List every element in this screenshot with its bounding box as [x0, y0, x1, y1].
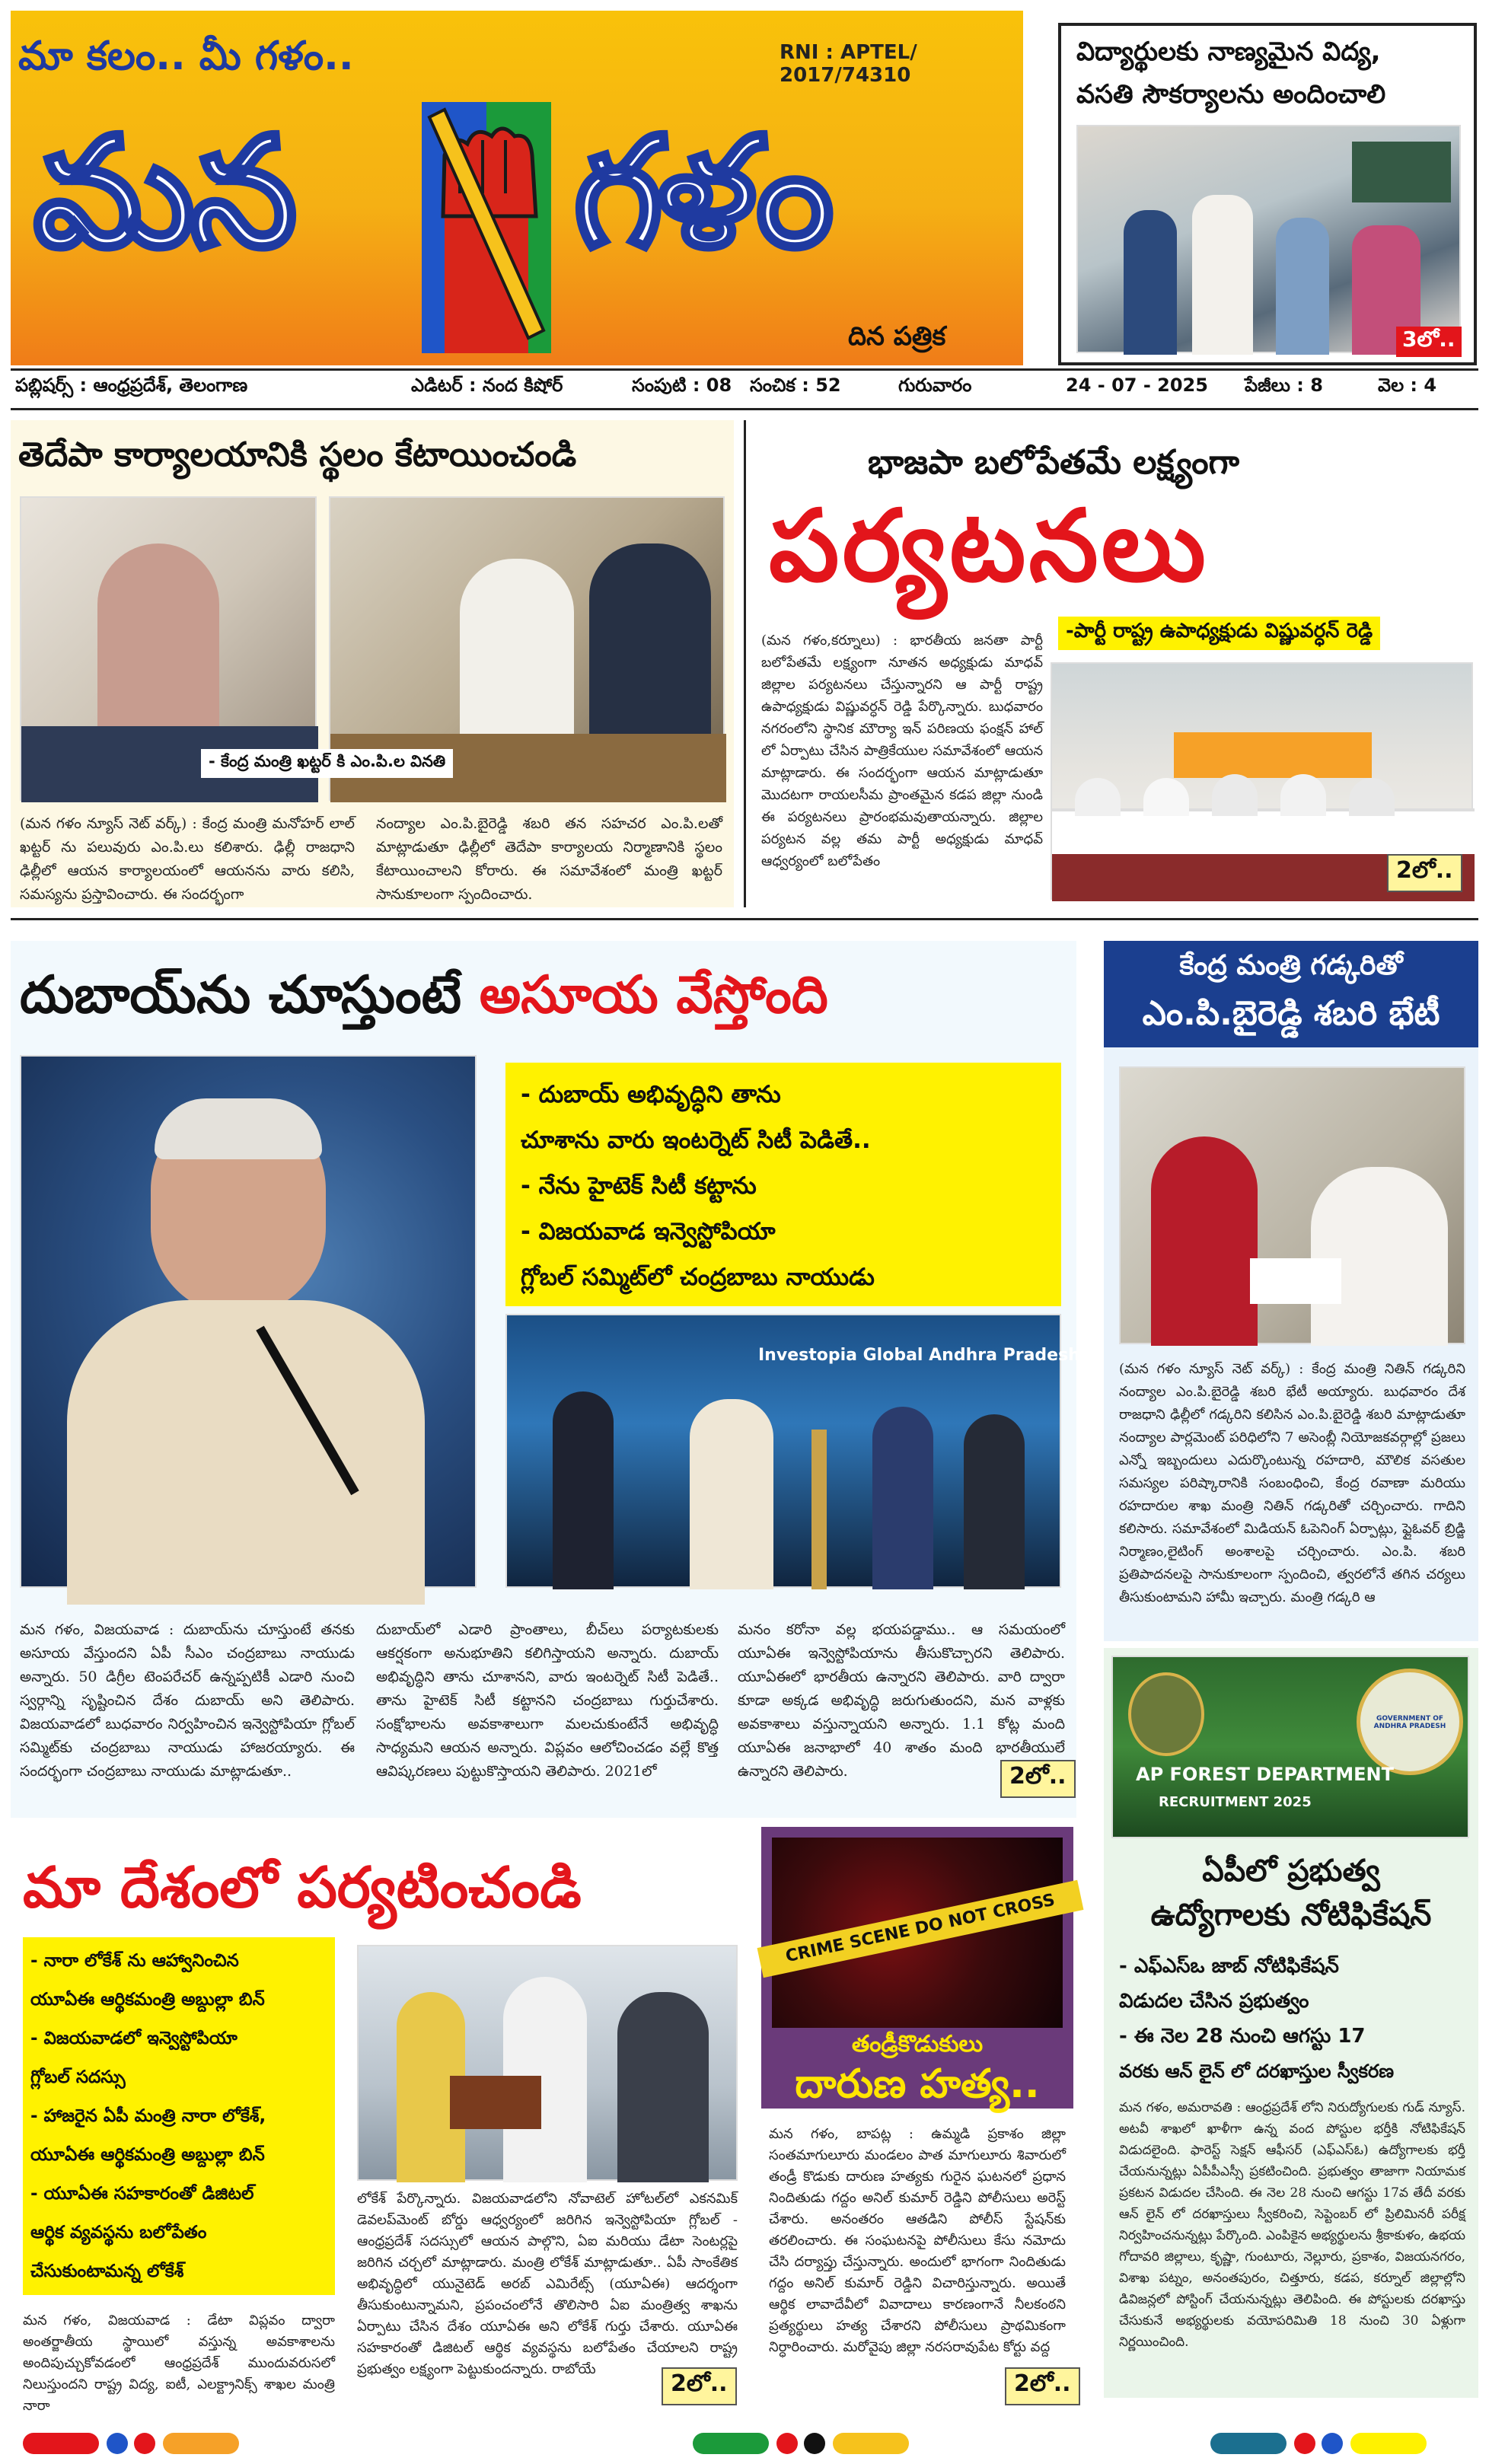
lokesh-bullet: ఆర్థిక వ్యవస్థను బలోపేతం — [30, 2223, 207, 2242]
figure — [1280, 774, 1326, 816]
figure — [1151, 1136, 1258, 1346]
story-lokesh — [11, 1823, 757, 2414]
figure — [964, 1414, 1025, 1589]
seal-text: GOVERNMENT OF ANDHRA PRADESH — [1373, 1715, 1446, 1730]
figure — [1212, 774, 1258, 816]
figure — [1311, 1167, 1448, 1346]
footer-pill — [1350, 2433, 1427, 2454]
column-rule — [744, 420, 746, 907]
forest-bullet: - ఈ నెల 28 నుంచి ఆగస్టు 17 — [1119, 2025, 1366, 2048]
editor: ఎడిటర్ : నంద కిషోర్ — [411, 375, 563, 396]
lokesh-bullet: యూఏఈ ఆర్థికమంత్రి అబ్దుల్లా బిన్ — [30, 2145, 265, 2165]
top-story-headline-line2: వసతి సౌకర్యాలను అందించాలి — [1076, 79, 1386, 110]
forest-officer-emblem — [1128, 1672, 1204, 1756]
lokesh-body-col2: లోకేశ్ పేర్కొన్నారు. విజయవాడలోని నోవాటెల్ హోటల్‌లో ఎకనమిక్ డెవలప్‌మెంట్ బోర్డు ఆధ్వర్యంలో జరిగిన ఇన్వెస్టోపియా గ్లోబల్ - ఆంధ్రప్రదేశ్ సదస్సులో ఆయన పాల్గొని, ఏఐ మరియు డేటా సెంటర్లపై జరిగిన చర్చలో మాట్లాడారు. మంత్రి లోకేశ్ మాట్లాడుతూ.. ఏపీ సాంకేతిక అభివృద్ధిలో యునైటెడ్ అరబ్ ఎమిరేట్స్ (యూఏఈ) ఆదర్శంగా తీసుకుంటున్నామని, ప్రపంచంలోనే తొలిసారి ఏఐ మంత్రిత్వ శాఖను ఏర్పాటు చేసిన దేశం యూఏఈ అని లోకేశ్ గుర్తు చేశారు. యూఏఈ సహకారంతో డిజిటల్ ఆర్థిక వ్యవస్థను బలోపేతం చేయాలని రాష్ట్ర ప్రభుత్వం లక్ష్యంగా పెట్టుకుందన్నారు. రాబోయే — [357, 2191, 738, 2377]
footer-dot — [1294, 2433, 1315, 2454]
bjp-subhead: -పార్టీ రాష్ట్ర ఉపాధ్యక్షుడు విష్ణువర్ధన్ రెడ్డి — [1058, 617, 1380, 650]
forest-bullet: - ఎఫ్ఎస్ఒ జాబ్ నోటిఫికేషన్ — [1119, 1955, 1339, 1978]
forest-headline-line2: ఉద్యోగాలకు నోటిఫికేషన్ — [1150, 1898, 1432, 1933]
dubai-bullet: - దుబాయ్ అభివృద్ధిని తాను — [521, 1081, 781, 1108]
dubai-bullet: చూశాను వారు ఇంటర్నెట్ సిటీ పెడితే.. — [521, 1127, 871, 1154]
figure — [872, 1407, 933, 1589]
date: 24 - 07 - 2025 — [1066, 375, 1208, 396]
office-photo-right — [209, 496, 725, 801]
murder-kicker: తండ్రీకొడుకులు — [851, 2031, 984, 2058]
chalkboard — [1352, 142, 1451, 202]
footer-pill — [23, 2433, 99, 2454]
story-dubai — [11, 941, 1080, 1818]
info-bar-top-rule — [11, 368, 1478, 371]
shirt — [67, 1300, 425, 1605]
gadkari-body: (మన గళం న్యూస్ నెట్ వర్క్) : కేంద్ర మంత్రి నితిన్ గడ్కరిని నంద్యాల ఎం.పి.బైరెడ్డి శబరి భేటీ అయ్యారు. బుధవారం దేశ రాజధాని ఢిల్లీలో గడ్కరిని కలిసిన ఎం.పి.బైరెడ్డి శబరి మాట్లాడుతూ నంద్యాల పార్లమెంట్ పరిధిలోని 7 అసెంబ్లీ నియోజకవర్గాల్లో ప్రజలు ఎన్నో ఇబ్బందులు ఎదుర్కొంటున్న రహదారి, మౌలిక వసతుల సమస్యల పరిష్కారానికి సంబంధించి, కేంద్ర రవాణా మరియు రహదారుల శాఖ మంత్రి నితిన్ గడ్కరితో చర్చించారు. గాదిని కలిసారు. సమావేశంలో మిడియన్ ఓపెనింగ్ ఏర్పాట్లు, ఫ్లైఓవర్ బ్రిడ్జి నిర్మాణం,లైటింగ్ అంశాలపై చర్చించారు. ఎం.పి. శబరి ప్రతిపాదనలపై సానుకూలంగా స్పందించి, త్వరలోనే తగిన చర్యలు తీసుకుంటామని హామీ ఇచ్చారు. మంత్రి గడ్కరి ఆ — [1119, 1361, 1465, 1605]
fist-pen-logo — [422, 102, 551, 353]
masthead-tagline: మా కలం.. మీ గళం.. — [18, 33, 354, 79]
dubai-bullet: గ్లోబల్ సమ్మిట్‌లో చంద్రబాబు నాయుడు — [521, 1264, 875, 1291]
dubai-body-col2: దుబాయ్‌లో ఎడారి ప్రాంతాలు, బీచ్‌లు పర్యాటకులకు ఆకర్షకంగా అనుభూతిని కలిగిస్తాయని అన్నారు. దుబాయ్ అభివృద్ధిని తాను చూశానని, వారు ఇంటర్నెట్ సిటీ పెడితే.. తాను హైటెక్ సిటీ కట్టానని చంద్రబాబు గుర్తుచేశారు. సంక్షోభాలను అవకాశాలుగా మలచుకుంటేనే అభివృద్ధి సాధ్యమని ఆయన అన్నారు. విప్లవం ఆలోచించడం వల్లే కొత్త ఆవిష్కరణలు పుట్టుకొస్తాయని తెలిపారు. 2021లో — [376, 1621, 719, 1780]
figure — [553, 1391, 614, 1589]
footer-dot — [107, 2433, 128, 2454]
story-murder — [761, 1827, 1073, 2398]
ap-govt-seal — [1357, 1669, 1463, 1775]
page-ref-badge: 2లో.. — [662, 2367, 737, 2405]
page-ref-badge: 2లో.. — [1000, 1760, 1076, 1798]
murder-headline: దారుణ హత్య.. — [795, 2061, 1040, 2107]
info-bar — [15, 375, 1477, 405]
dubai-bullet-box — [505, 1063, 1061, 1306]
office-photo-caption: - కేంద్ర మంత్రి ఖట్టర్ కి ఎం.పి.ల వినతి — [201, 749, 453, 778]
forest-bullet: విడుదల చేసిన ప్రభుత్వం — [1119, 1990, 1309, 2013]
plaque — [450, 2076, 541, 2129]
footer-pill — [833, 2433, 909, 2454]
forest-headline-line1: ఏపీలో ప్రభుత్వ — [1202, 1854, 1380, 1889]
forest-bullet: వరకు ఆన్ లైన్ లో దరఖాస్తుల స్వీకరణ — [1119, 2061, 1395, 2082]
page-ref-badge: 3లో.. — [1396, 327, 1462, 357]
top-story-headline-line1: విద్యార్థులకు నాణ్యమైన విద్య, — [1076, 37, 1381, 67]
forest-body: మన గళం, అమరావతి : ఆంధ్రప్రదేశ్ లోని నిరుద్యోగులకు గుడ్ న్యూస్. అటవీ శాఖలో ఖాళీగా ఉన్న వంద పోస్టుల భర్తీకి నోటిఫికేషన్ విడుదలైంది. ఫారెస్ట్ సెక్షన్ ఆఫీసర్ (ఎఫ్ఎస్ఓ) ఉద్యోగాలకు భర్తీ చేయనున్నట్లు ఏపీపీఎస్సీ ప్రకటించింది. ప్రభుత్వం తాజాగా నియామక ప్రకటన విడుదల చేసింది. ఈ నెల 28 నుంచి ఆగస్టు 17వ తేదీ వరకు ఆన్ లైన్ లో దరఖాస్తులు స్వీకరించి, సెప్టెంబర్ లో ప్రిలిమినరీ పరీక్ష నిర్వహించనున్నట్లు పేర్కొంది. ఎంపికైన అభ్యర్థులను శ్రీకాకుళం, ఉభయ గోదావరి జిల్లాలు, కృష్ణా, గుంటూరు, నెల్లూరు, ప్రకాశం, విజయనగరం, విశాఖ పట్నం, అనంతపురం, చిత్తూరు, కడప, కర్నూల్ జిల్లాల్లోని డివిజన్లలో పోస్టింగ్ చేయనున్నట్లు తెలిపింది. ఈ పోస్టులకు దరఖాస్తు చేసుకునే అభ్యర్థులకు వయోపరిమితి 18 నుంచి 30 ఏళ్లుగా నిర్ణయించింది. — [1119, 2100, 1465, 2350]
story-office — [11, 420, 734, 907]
crime-scene-photo — [772, 1838, 1063, 2028]
lokesh-bullet: చేసుకుంటామన్న లోకేశ్ — [30, 2262, 184, 2281]
dubai-headline-red: అసూయ వేస్తోంది — [479, 965, 828, 1025]
dubai-headline — [20, 964, 828, 1028]
dubai-bullet: - నేను హైటెక్ సిటీ కట్టాను — [521, 1172, 757, 1200]
lokesh-bullet: - హాజరైన ఏపీ మంత్రి నారా లోకేశ్, — [30, 2106, 266, 2126]
murder-header — [761, 1827, 1073, 2109]
lokesh-bullet-box — [23, 1937, 335, 2295]
footer-dot — [804, 2433, 825, 2454]
figure — [1192, 195, 1253, 355]
lokesh-headline-red: పర్యటించండి — [297, 1855, 582, 1921]
top-story-box — [1058, 23, 1477, 365]
forest-recruitment-ad — [1111, 1656, 1469, 1838]
footer-pill — [693, 2433, 769, 2454]
event-banner: Investopia Global Andhra Pradesh — [758, 1346, 1080, 1365]
lokesh-bullet: - నారా లోకేశ్ ను ఆహ్వానించిన — [30, 1951, 239, 1971]
bjp-headline: పర్యటనలు — [769, 488, 1209, 604]
lokesh-bullet: - యూఏఈ సహకారంతో డిజిటల్ — [30, 2184, 254, 2204]
story-office-headline: తెదేపా కార్యాలయానికి స్థలం కేటాయించండి — [18, 435, 577, 474]
page-ref-badge: 2లో.. — [1005, 2367, 1080, 2405]
lokesh-headline — [23, 1854, 582, 1922]
office-body-col1: (మన గళం న్యూస్ నెట్ వర్క్) : కేంద్ర మంత్రి మనోహర్ లాల్ ఖట్టర్ ను పలువురు ఎం.పి.లు కలిశారు. ఢిల్లీ రాజధాని ఢిల్లీలో ఆయన కార్యాలయంలో ఆయనను వారు కలిసి, సమస్యను ప్రస్తావించారు. ఈ సందర్భంగా — [20, 815, 355, 903]
gadkari-headline-line2: ఎం.పి.బైరెడ్డి శబరి భేటీ — [1142, 994, 1440, 1033]
footer-pill — [163, 2433, 239, 2454]
crime-tape: CRIME SCENE DO NOT CROSS — [757, 1880, 1084, 1978]
price: వెల : 4 — [1378, 375, 1437, 396]
publisher: పబ్లిషర్స్ : ఆంధ్రప్రదేశ్, తెలంగాణ — [15, 375, 248, 396]
students-photo — [1076, 125, 1461, 353]
masthead — [11, 11, 1023, 365]
footer-dot — [134, 2433, 155, 2454]
bjp-press-meet-photo — [1051, 662, 1473, 900]
footer-pill — [1210, 2433, 1287, 2454]
dubai-headline-black: దుబాయ్‌ను చూస్తుంటే — [20, 965, 462, 1025]
lokesh-bullet: గ్లోబల్ సదస్సు — [30, 2067, 126, 2087]
lokesh-bullet: - విజయవాడలో ఇన్వెస్టోపియా — [30, 2029, 238, 2048]
office-body-col2: నంద్యాల ఎం.పి.బైరెడ్డి శబరి తన సహచర ఎం.పి.లతో మాట్లాడుతూ ఢిల్లీలో తెదేపా కార్యాలయ నిర్మాణానికి స్థలం కేటాయించాలని కోరారు. ఈ సమావేశంలో మంత్రి ఖట్టర్ సానుకూలంగా స్పందించారు. — [376, 815, 722, 903]
page-count: పేజీలు : 8 — [1245, 375, 1323, 396]
lokesh-headline-black: మా దేశంలో — [23, 1855, 278, 1921]
rni-number: RNI : APTEL/ 2017/74310 — [780, 41, 917, 87]
issue: సంచిక : 52 — [750, 375, 841, 396]
story-gadkari — [1104, 941, 1478, 1641]
gadkari-header — [1104, 941, 1478, 1047]
volume: సంపుటి : 08 — [632, 375, 732, 396]
figure — [1276, 218, 1329, 355]
ad-subtitle: RECRUITMENT 2025 — [1159, 1794, 1312, 1810]
masthead-title-right: గళం — [574, 104, 830, 282]
page-ref-badge: 2లో.. — [1387, 854, 1462, 892]
dubai-body-col1: మన గళం, విజయవాడ : దుబాయ్‌ను చూస్తుంటే తనకు అసూయ వేస్తుందని ఏపీ సీఎం చంద్రబాబు నాయుడు అన్నారు. 50 డిగ్రీల టెంపరేచర్ ఉన్నప్పటికీ ఎడారి నుంచి స్వర్గాన్ని సృష్టించిన దేశం దుబాయ్ అని తెలిపారు. విజయవాడలో బుధవారం నిర్వహించిన ఇన్వెస్టోపియా గ్లోబల్ సమ్మిట్‌కు చంద్రబాబు నాయుడు హాజరయ్యారు. ఈ సందర్భంగా చంద్రబాబు నాయుడు మాట్లాడుతూ.. — [20, 1621, 355, 1780]
footer-dot — [1322, 2433, 1343, 2454]
banner — [1174, 732, 1372, 778]
bjp-body: (మన గళం,కర్నూలు) : భారతీయ జనతా పార్టీ బలోపేతమే లక్ష్యంగా నూతన అధ్యక్షుడు మాధవ్ జిల్లాల పర్యటనలు చేస్తున్నారని ఆ పార్టీ రాష్ట్ర ఉపాధ్యక్షుడు విష్ణువర్ధన్ రెడ్డి పేర్కొన్నారు. బుధవారం నగరంలోని స్థానిక మౌర్యా ఇన్ పరిణయ ఫంక్షన్ హాల్ లో ఏర్పాటు చేసిన పాత్రికేయుల సమావేశంలో ఆయన మాట్లాడారు. ఈ సందర్భంగా ఆయన మాట్లాడుతూ మొదటగా రాయలసీమ ప్రాంతమైన కడప జిల్లా నుండి ఈ పర్యటనలు ప్రారంభమవుతాయన్నారు. జిల్లాల పర్యటన వల్ల తమ పార్టీ అధ్యక్షుడు మాధవ్ ఆధ్వర్యంలో బలోపేతం — [761, 633, 1043, 869]
ad-title: AP FOREST DEPARTMENT — [1136, 1764, 1394, 1785]
papers — [1250, 1258, 1341, 1304]
info-bar-bottom-rule — [11, 408, 1478, 410]
bjp-kicker: భాజపా బలోపేతమే లక్ష్యంగా — [868, 443, 1240, 482]
weekday: గురువారం — [898, 375, 972, 396]
dubai-bullet: - విజయవాడ ఇన్వెస్టోపియా — [521, 1218, 776, 1245]
lokesh-bullet: యూఏఈ ఆర్థికమంత్రి అబ్దుల్లా బిన్ — [30, 1990, 265, 2010]
figure — [1124, 210, 1177, 355]
gadkari-meeting-photo — [1119, 1066, 1465, 1344]
hair — [155, 1098, 322, 1159]
daily-label: దిన పత్రిక — [848, 321, 946, 352]
forest-bullets — [1119, 1949, 1477, 2089]
story-forest — [1104, 1648, 1478, 2398]
lokesh-photo — [357, 1945, 738, 2181]
story-bjp — [754, 420, 1481, 907]
gadkari-headline-line1: కేంద్ర మంత్రి గడ్కరితో — [1179, 950, 1403, 981]
masthead-title-left: మన — [33, 104, 293, 282]
lokesh-body-col1: మన గళం, విజయవాడ : డేటా విప్లవం ద్వారా అంతర్జాతీయ స్థాయిలో వస్తున్న అవకాశాలను అందిపుచ్చుకోవడంలో ఆంధ్రప్రదేశ్ ముందువరుసలో నిలుస్తుందని రాష్ట్ర విద్య, ఐటీ, ఎలక్ట్రానిక్స్ శాఖల మంత్రి నారా — [23, 2313, 335, 2414]
lamp-lighting-photo — [505, 1314, 1080, 1588]
chandrababu-speech-photo — [20, 1055, 477, 1588]
murder-body: మన గళం, బాపట్ల : ఉమ్మడి ప్రకాశం జిల్లా సంతమాగులూరు మండలం పాత మాగులూరు శివారులో తండ్రీ కొడుకు దారుణ హత్యకు గురైన ఘటనలో ప్రధాన నిందితుడు గద్దం అనిల్ కుమార్ రెడ్డిని పోలీసులు అరెస్ట్ చేశారు. అనంతరం ఆతడిని పోలీస్ స్టేషన్‌కు తరలించారు. ఈ సంఘటనపై పోలీసులు కేసు నమోదు చేసి దర్యాప్తు చేస్తున్నారు. అందులో భాగంగా నిందితుడు గద్దం అనిల్ కుమార్ రెడ్డిని విచారిస్తున్నారు. అయితే ఆర్థిక లావాదేవీలో వివాదాలు కారణంగానే నీలకంఠని ప్రత్యర్థులు హత్య చేశారని పోలీసులు ప్రాథమికంగా నిర్ధారించారు. మరోవైపు జిల్లా నరసరావుపేట కోర్టు వద్ద — [769, 2126, 1066, 2355]
figure — [617, 1992, 709, 2182]
dubai-body-col3: మనం కరోనా వల్ల భయపడ్డాము.. ఆ సమయంలో యూఏఈ ఇన్వెస్టోపియాను తీసుకొచ్చారని తెలిపారు. యూఏఈలో భారతీయ ఉన్నారని తెలిపారు. వారి ద్వారా కూడా అక్కడ అభివృద్ధి జరుగుతుందని, మన వాళ్లకు అవకాశాలు వస్తున్నాయని అన్నారు. 1.1 కోట్ల మంది యూఏఈ జనాభాలో 40 శాతం మంది భారతీయులే ఉన్నారని తెలిపారు. — [738, 1621, 1065, 1780]
figure — [690, 1399, 773, 1589]
lamp — [811, 1430, 827, 1589]
footer-dot — [776, 2433, 798, 2454]
section-rule — [11, 918, 1478, 920]
